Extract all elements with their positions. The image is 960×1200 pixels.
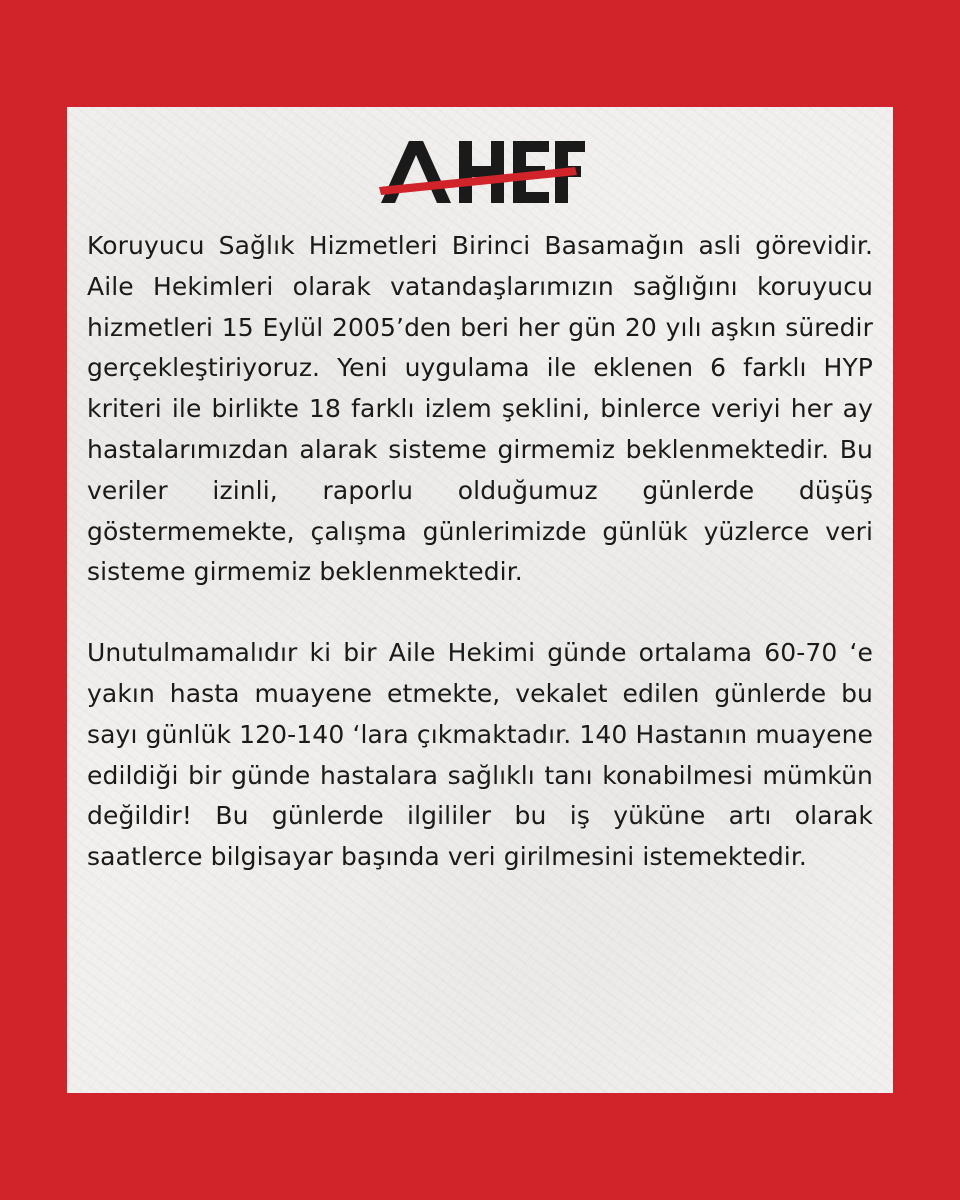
ahef-logo-icon [379, 137, 585, 209]
logo-letter-e-top [513, 141, 549, 152]
paragraph-2: Unutulmamalıdır ki bir Aile Hekimi günde ortalama 60-70 ‘e yakın hasta muayene etmekte, vekalet edilen günlerde bu sayı günlük 120-140 ‘lara çıkmaktadır. 140 Hastanın muayene edildiği bir günde hastalara sağlıklı tanı konabilmesi mümkün değildir! Bu günlerde ilgililer bu iş yüküne artı olarak saatlerce bilgisayar başında veri girilmesini istemektedir. [87, 638, 873, 872]
logo-letter-e-bottom [513, 192, 549, 203]
post-card [67, 107, 893, 1093]
body-text [87, 226, 873, 878]
ahef-logo [379, 137, 585, 209]
paragraph-1: Koruyucu Sağlık Hizmetleri Birinci Basamağın asli görevidir. Aile Hekimleri olarak vatandaşlarımızın sağlığını koruyucu hizmetleri 15 Eylül 2005’den beri her gün 20 yılı aşkın süredir gerçekleştiriyoruz. Yeni uygulama ile eklenen 6 farklı HYP kriteri ile birlikte 18 farklı izlem şeklini, binlerce veriyi her ay hastalarımızdan alarak sisteme girmemiz beklenmektedir. Bu veriler izinli, raporlu olduğumuz günlerde düşüş göstermemekte, çalışma günlerimizde günlük yüzlerce veri sisteme girmemiz beklenmektedir. [87, 231, 873, 587]
logo-letter-f-top [555, 141, 585, 152]
